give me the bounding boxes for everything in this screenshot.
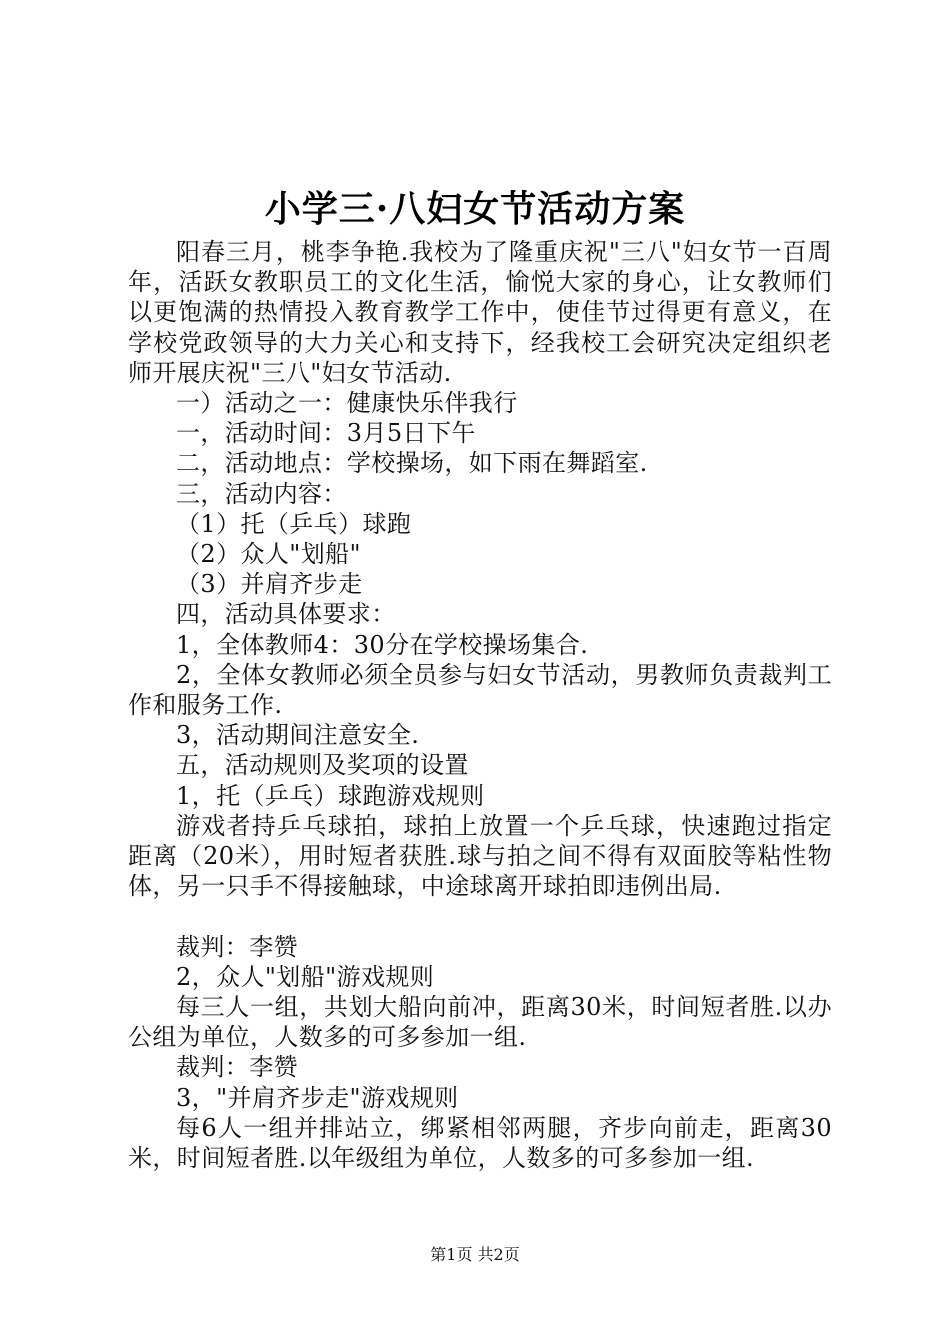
paragraph-intro: 阳春三月，桃李争艳.我校为了隆重庆祝"三八"妇女节一百周年，活跃女教职员工的文化生活，愉悦大家的身心，让女教师们以更饱满的热情投入教育教学工作中，使佳节过得更有意义，在学校党政领导的大力关心和支持下，经我校工会研究决定组织老师开展庆祝"三八"妇女节活动.	[128, 238, 832, 387]
paragraph-activity-location: 二，活动地点：学校操场，如下雨在舞蹈室.	[176, 449, 648, 478]
paragraph-rule-3-heading: 3，"并肩齐步走"游戏规则	[176, 1083, 459, 1112]
paragraph-rule-2-text: 每三人一组，共划大船向前冲，距离30米，时间短者胜.以办公组为单位，人数多的可多参加一组.	[128, 993, 832, 1052]
paragraph-activity-content-heading: 三，活动内容：	[176, 479, 347, 508]
paragraph-requirement-1: 1，全体教师4：30分在学校操场集合.	[176, 630, 589, 659]
blank-line	[128, 901, 832, 931]
paragraph-requirement-3: 3，活动期间注意安全.	[176, 721, 420, 750]
paragraph-requirement-2: 2，全体女教师必须全员参与妇女节活动，男教师负责裁判工作和服务工作.	[128, 660, 832, 720]
paragraph-rule-3-text: 每6人一组并排站立，绑紧相邻两腿，齐步向前走，距离30米，时间短者胜.以年级组为单位，人数多的可多参加一组.	[128, 1113, 832, 1173]
paragraph-content-item-2: （2）众人"划船"	[176, 540, 361, 569]
paragraph-rules-heading: 五，活动规则及奖项的设置	[176, 751, 469, 780]
document-title: 小学三·八妇女节活动方案	[264, 188, 686, 230]
paragraph-rule-2-heading: 2，众人"划船"游戏规则	[176, 962, 435, 991]
paragraph-section-heading: 一）活动之一：健康快乐伴我行	[176, 389, 518, 418]
paragraph-referee-1: 裁判：李赞	[176, 932, 298, 961]
paragraph-content-item-3: （3）并肩齐步走	[176, 570, 363, 599]
paragraph-content-item-1: （1）托（乒乓）球跑	[176, 509, 412, 538]
paragraph-activity-time: 一，活动时间：3月5日下午	[176, 419, 476, 448]
paragraph-rule-1-heading: 1，托（乒乓）球跑游戏规则	[176, 781, 485, 810]
page-number-footer: 第1页 共2页	[430, 1245, 520, 1264]
paragraph-referee-2: 裁判：李赞	[176, 1053, 298, 1082]
paragraph-requirements-heading: 四，活动具体要求：	[176, 600, 396, 629]
document-body	[128, 237, 832, 1173]
paragraph-rule-1-text: 游戏者持乒乓球拍，球拍上放置一个乒乓球，快速跑过指定距离（20米），用时短者获胜.球与拍之间不得有双面胶等粘性物体，另一只手不得接触球，中途球离开球拍即违例出局.	[128, 811, 832, 901]
